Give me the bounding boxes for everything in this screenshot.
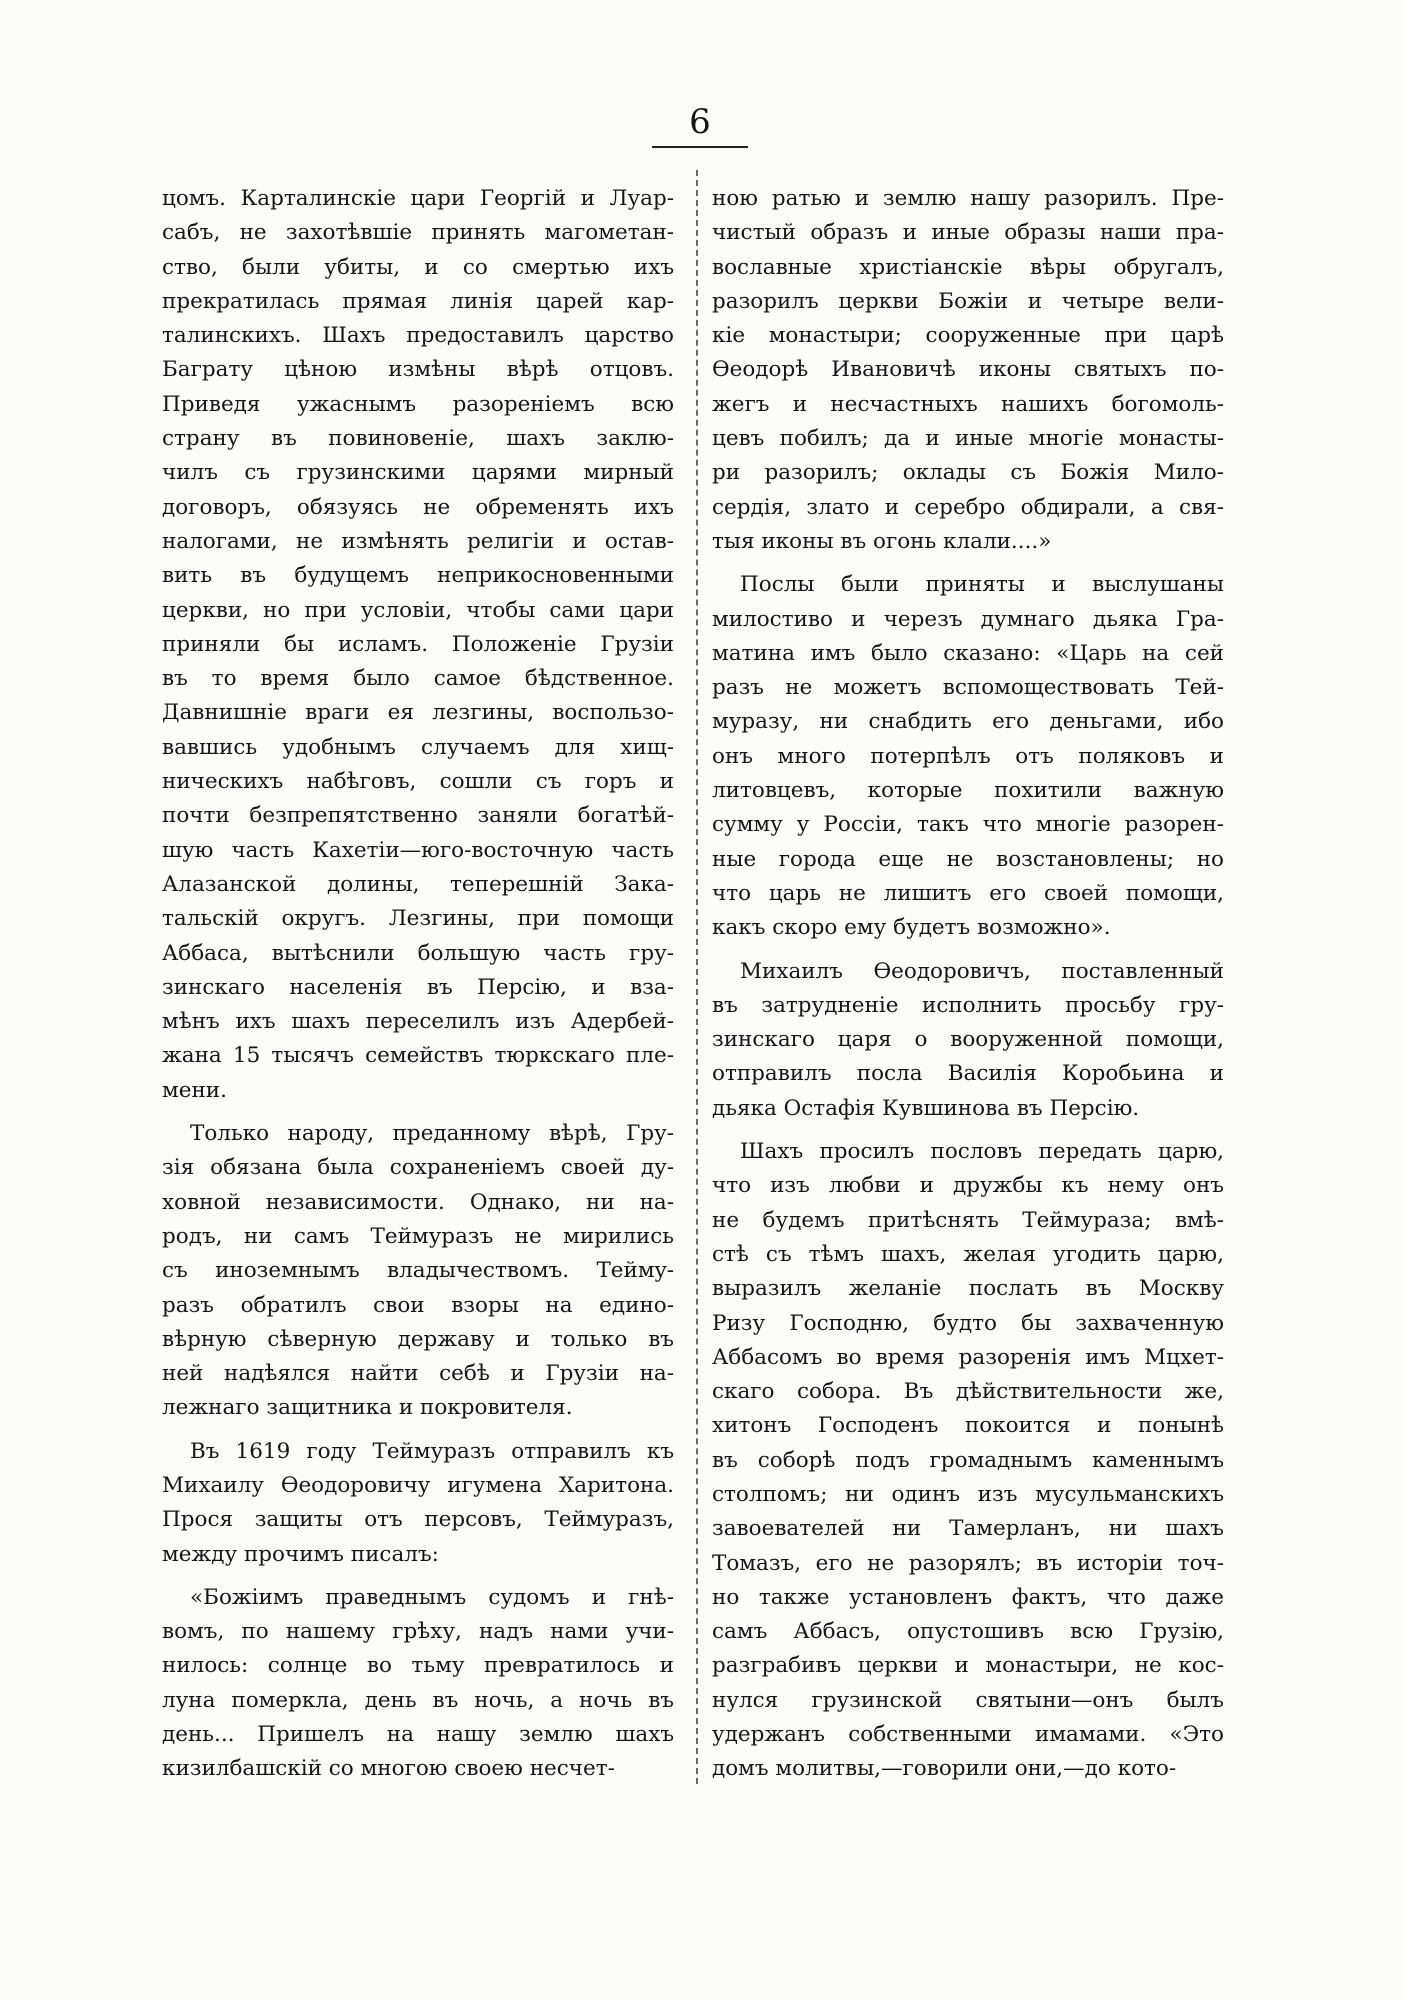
text-line: страну въ повиновеніе, шахъ заклю- [162, 426, 674, 452]
paragraph-gap [162, 1108, 674, 1117]
text-line: луна померкла, день въ ночь, а ночь въ [162, 1687, 674, 1713]
paragraph [712, 1135, 1224, 1787]
text-line: вавшись удобнымъ случаемъ для хищ- [162, 734, 674, 760]
text-line: сабъ, не захотѣвшіе принять магометан- [162, 220, 674, 246]
text-line: дьяка Остафія Кувшинова въ Персію. [712, 1095, 1140, 1121]
text-line: разграбивъ церкви и монастыри, не кос- [712, 1653, 1224, 1679]
paragraph [162, 182, 674, 1108]
page-number: 6 [689, 102, 711, 142]
text-line: чилъ съ грузинскими царями мирный [162, 460, 674, 486]
text-line: прекратилась прямая линія царей кар- [162, 288, 674, 314]
text-line: почти безпрепятственно заняли богатѣй- [162, 803, 674, 829]
text-line: ховной независимости. Однако, ни на- [162, 1189, 674, 1215]
text-line: самъ Аббасъ, опустошивъ всю Грузію, [712, 1619, 1224, 1645]
text-line: какъ скоро ему будетъ возможно». [712, 915, 1111, 941]
text-line: сумму у Россіи, такъ что многіе разорен- [712, 812, 1224, 838]
text-line: ней надѣялся найти себѣ и Грузіи на- [162, 1361, 674, 1387]
paragraph-gap [162, 1572, 674, 1581]
text-line: ри разорилъ; оклады съ Божія Мило- [712, 460, 1224, 486]
text-line: Приведя ужаснымъ разореніемъ всю [162, 391, 674, 417]
text-line: Аббасомъ во время разоренія имъ Мцхет- [712, 1344, 1224, 1370]
text-line: онъ много потерпѣлъ отъ поляковъ и [712, 743, 1224, 769]
text-line: между прочимъ писалъ: [162, 1541, 439, 1567]
text-line: не будемъ притѣснять Теймураза; вмѣ- [712, 1207, 1224, 1233]
text-line: въ соборѣ подъ громаднымъ каменнымъ [712, 1447, 1224, 1473]
text-line: жегъ и несчастныхъ нашихъ богомоль- [712, 391, 1224, 417]
text-line: лежнаго защитника и покровителя. [162, 1395, 573, 1421]
text-line: Давнишніе враги ея лезгины, воспользо- [162, 700, 674, 726]
text-line: мѣнъ ихъ шахъ переселилъ изъ Адербей- [162, 1009, 674, 1035]
right-text-column [712, 182, 1224, 1787]
text-line: цомъ. Карталинскіе цари Георгій и Луар- [162, 186, 674, 211]
text-line: «Божіимъ праведнымъ судомъ и гнѣ- [190, 1584, 674, 1610]
text-line: Михаилъ Ѳеодоровичъ, поставленный [740, 958, 1224, 984]
text-line: Въ 1619 году Теймуразъ отправилъ къ [190, 1438, 674, 1464]
paragraph-gap [162, 1426, 674, 1435]
text-line: Томазъ, его не разорялъ; въ исторіи точ- [712, 1550, 1224, 1576]
text-line: Ризу Господню, будто бы захваченную [712, 1310, 1224, 1336]
text-line: ною ратью и землю нашу разорилъ. Пре- [712, 186, 1224, 211]
text-line: Баграту цѣною измѣны вѣрѣ отцовъ. [162, 357, 674, 383]
text-line: талинскихъ. Шахъ предоставилъ царство [162, 323, 674, 349]
paragraph-gap [712, 559, 1224, 568]
text-line: Прося защиты отъ персовъ, Теймуразъ, [162, 1507, 674, 1533]
text-line: договоръ, обязуясь не обременять ихъ [162, 494, 674, 520]
text-line: Аббаса, вытѣснили большую часть гру- [162, 940, 674, 966]
page-number-rule [652, 146, 748, 148]
text-line: съ иноземнымъ владычествомъ. Теймy- [162, 1258, 674, 1284]
text-line: хитонъ Господенъ покоится и понынѣ [712, 1413, 1224, 1439]
text-line: тальскій округъ. Лезгины, при помощи [162, 906, 674, 932]
paragraph [162, 1435, 674, 1572]
text-line: что изъ любви и дружбы къ нему онъ [712, 1173, 1224, 1199]
paragraph-gap [712, 1126, 1224, 1135]
text-line: стѣ съ тѣмъ шахъ, желая угодить царю, [712, 1241, 1224, 1267]
text-line: милостиво и черезъ думнаго дьяка Гра- [712, 606, 1224, 632]
text-line: нулся грузинской святыни—онъ былъ [712, 1687, 1224, 1713]
text-line: зинскаго царя о вооруженной помощи, [712, 1027, 1224, 1053]
text-line: домъ молитвы,—говорили они,—до кото- [712, 1756, 1177, 1782]
text-line: жана 15 тысячъ семействъ тюркскаго пле- [162, 1043, 674, 1069]
paragraph [162, 1581, 674, 1787]
text-line: вѣрную сѣверную державу и только въ [162, 1326, 674, 1352]
text-line: церкви, но при условіи, чтобы сами цари [162, 597, 674, 623]
text-line: родъ, ни самъ Теймуразъ не мирились [162, 1223, 674, 1249]
text-line: мени. [162, 1077, 227, 1103]
text-line: муразу, ни снабдить его деньгами, ибо [712, 709, 1224, 735]
text-line: приняли бы исламъ. Положеніе Грузіи [162, 631, 674, 657]
text-line: разъ обратилъ свои взоры на едино- [162, 1292, 674, 1318]
text-line: налогами, не измѣнять религіи и остав- [162, 528, 674, 554]
text-line: вославные христіанскіе вѣры обругалъ, [712, 254, 1224, 280]
text-line: но также установленъ фактъ, что даже [712, 1584, 1224, 1610]
paragraph [712, 182, 1224, 559]
text-line: столпомъ; ни одинъ изъ мусульманскихъ [712, 1481, 1224, 1507]
text-line: зія обязана была сохраненіемъ своей ду- [162, 1155, 674, 1181]
text-line: вомъ, по нашему грѣху, надъ нами учи- [162, 1619, 674, 1645]
left-text-column [162, 182, 674, 1787]
text-line: въ затрудненіе исполнить просьбу гру- [712, 992, 1224, 1018]
text-line: день... Пришелъ на нашу землю шахъ [162, 1722, 674, 1748]
text-line: зинскаго населенія въ Персію, и вза- [162, 974, 674, 1000]
text-line: кизилбашскій со многою своею несчет- [162, 1756, 615, 1782]
text-line: отправилъ посла Василія Коробьина и [712, 1061, 1224, 1087]
text-line: ническихъ набѣговъ, сошли съ горъ и [162, 769, 674, 795]
text-line: Шахъ просилъ пословъ передать царю, [740, 1139, 1224, 1165]
text-line: Михаилу Ѳеодоровичу игумена Харитона. [162, 1472, 674, 1498]
text-line: сердія, злато и серебро обдирали, а свя- [712, 494, 1224, 520]
text-line: чистый образъ и иные образы наши пра- [712, 220, 1224, 246]
text-line: Ѳеодорѣ Ивановичѣ иконы святыхъ по- [712, 357, 1224, 383]
paragraph [162, 1117, 674, 1426]
text-line: Только народу, преданному вѣрѣ, Гру- [190, 1121, 674, 1147]
text-line: Алазанской долины, теперешній Зака- [162, 871, 674, 897]
text-line: ные города еще не возстановлены; но [712, 846, 1224, 872]
text-line: литовцевъ, которые похитили важную [712, 778, 1224, 804]
paragraph-gap [712, 946, 1224, 955]
text-line: въ то время было самое бѣдственное. [162, 666, 674, 692]
text-line: тыя иконы въ огонь клали....» [712, 528, 1052, 554]
paragraph [712, 955, 1224, 1126]
column-divider [696, 170, 698, 1784]
text-line: разъ не можетъ вспомоществовать Тей- [712, 675, 1224, 701]
text-line: ство, были убиты, и со смертью ихъ [162, 254, 674, 280]
paragraph [712, 568, 1224, 945]
text-line: скаго собора. Въ дѣйствительности же, [712, 1379, 1224, 1405]
text-line: что царь не лишитъ его своей помощи, [712, 880, 1224, 906]
text-line: завоевателей ни Тамерланъ, ни шахъ [712, 1516, 1224, 1542]
text-line: удержанъ собственными имамами. «Это [712, 1722, 1224, 1748]
text-line: вить въ будущемъ неприкосновенными [162, 563, 674, 589]
text-line: выразилъ желаніе послать въ Москву [712, 1276, 1224, 1302]
text-line: цевъ побилъ; да и иные многіе монасты- [712, 426, 1224, 452]
text-line: матина имъ было сказано: «Царь на сей [712, 640, 1224, 666]
text-line: нилось: солнце во тьму превратилось и [162, 1653, 674, 1679]
text-line: Послы были приняты и выслушаны [740, 572, 1224, 598]
text-line: кіе монастыри; сооруженные при царѣ [712, 323, 1224, 349]
text-line: разорилъ церкви Божіи и четыре вели- [712, 288, 1224, 314]
text-line: шую часть Кахетіи—юго-восточную часть [162, 837, 674, 863]
